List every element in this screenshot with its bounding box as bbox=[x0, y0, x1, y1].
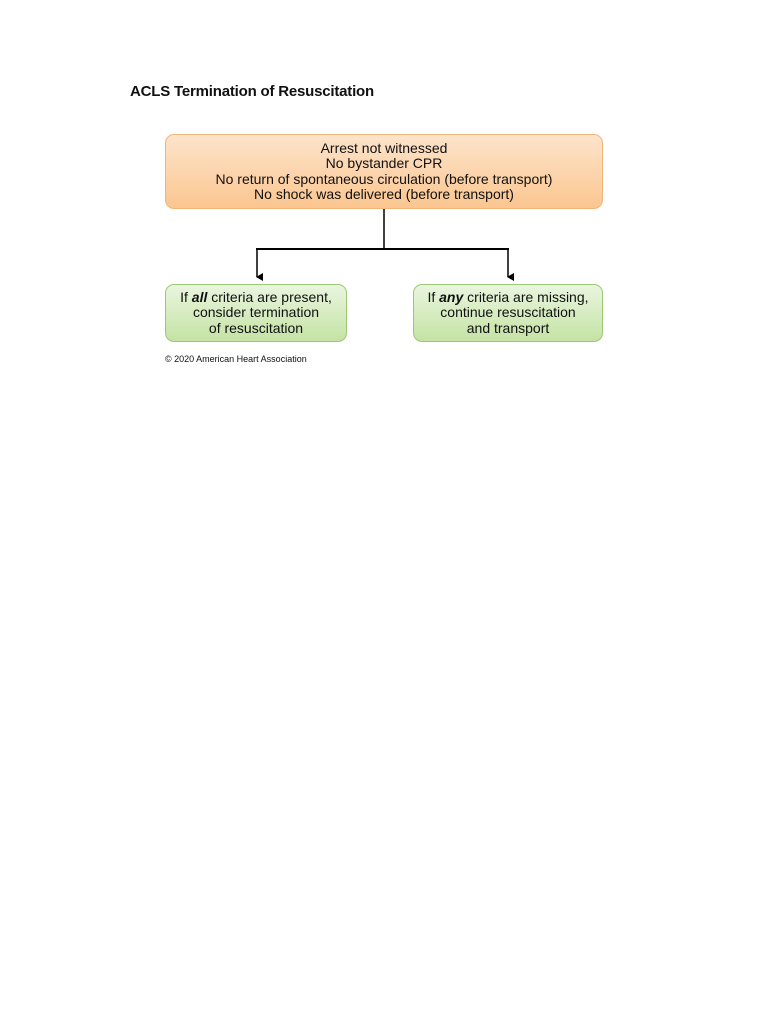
criteria-line-cpr: No bystander CPR bbox=[325, 155, 443, 171]
terminate-outcome-line3: of resuscitation bbox=[208, 319, 304, 336]
page-title: ACLS Termination of Resuscitation bbox=[130, 83, 374, 100]
emphasis-all: all bbox=[191, 288, 208, 305]
terminate-outcome-box bbox=[165, 284, 347, 342]
criteria-box bbox=[165, 134, 603, 209]
criteria-line-rosc: No return of spontaneous circulation (before transport) bbox=[215, 170, 553, 187]
continue-outcome-line3: and transport bbox=[466, 319, 550, 336]
criteria-line-shock: No shock was delivered (before transport) bbox=[254, 186, 514, 202]
continue-outcome-line2: continue resuscitation bbox=[440, 304, 576, 321]
terminate-outcome-line1: If all criteria are present, bbox=[180, 288, 332, 305]
copyright-notice: © 2020 American Heart Association bbox=[165, 354, 307, 364]
continue-outcome-line1: If any criteria are missing, bbox=[427, 288, 589, 305]
emphasis-any: any bbox=[439, 288, 464, 305]
criteria-line-arrest: Arrest not witnessed bbox=[320, 139, 448, 156]
terminate-outcome-line2: consider termination bbox=[192, 304, 320, 321]
continue-outcome-box bbox=[413, 284, 603, 342]
